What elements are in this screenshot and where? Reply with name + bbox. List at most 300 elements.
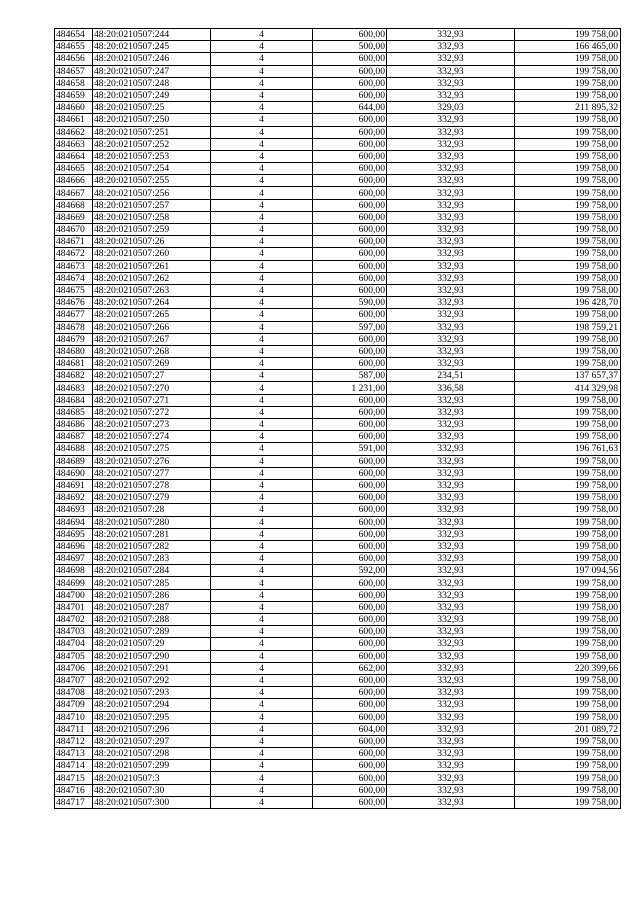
row-number-cell: 484693 bbox=[55, 504, 93, 516]
category-cell: 4 bbox=[211, 89, 313, 101]
category-cell: 4 bbox=[211, 796, 313, 808]
row-number-cell: 484713 bbox=[55, 748, 93, 760]
category-cell: 4 bbox=[211, 211, 313, 223]
cadastral-number-cell: 48:20:0210507:260 bbox=[93, 248, 211, 260]
cadastral-value-cell: 196 428,70 bbox=[515, 297, 621, 309]
cadastral-number-cell: 48:20:0210507:252 bbox=[93, 138, 211, 150]
cadastral-value-cell: 197 094,56 bbox=[515, 565, 621, 577]
table-row bbox=[55, 614, 621, 626]
cadastral-number-cell: 48:20:0210507:283 bbox=[93, 553, 211, 565]
row-number-cell: 484683 bbox=[55, 382, 93, 394]
cadastral-value-cell: 199 758,00 bbox=[515, 163, 621, 175]
cadastral-value-cell: 414 329,98 bbox=[515, 382, 621, 394]
cadastral-value-cell: 199 758,00 bbox=[515, 175, 621, 187]
unit-value-cell: 332,93 bbox=[387, 284, 515, 296]
table-row bbox=[55, 65, 621, 77]
cadastral-value-table bbox=[54, 28, 621, 809]
cadastral-number-cell: 48:20:0210507:296 bbox=[93, 723, 211, 735]
area-cell: 600,00 bbox=[313, 540, 387, 552]
area-cell: 600,00 bbox=[313, 516, 387, 528]
area-cell: 600,00 bbox=[313, 735, 387, 747]
cadastral-number-cell: 48:20:0210507:298 bbox=[93, 748, 211, 760]
area-cell: 600,00 bbox=[313, 309, 387, 321]
row-number-cell: 484672 bbox=[55, 248, 93, 260]
unit-value-cell: 332,93 bbox=[387, 248, 515, 260]
table-row bbox=[55, 419, 621, 431]
cadastral-number-cell: 48:20:0210507:269 bbox=[93, 358, 211, 370]
table-row bbox=[55, 126, 621, 138]
cadastral-number-cell: 48:20:0210507:274 bbox=[93, 431, 211, 443]
table-row bbox=[55, 467, 621, 479]
row-number-cell: 484710 bbox=[55, 711, 93, 723]
cadastral-value-cell: 199 758,00 bbox=[515, 29, 621, 41]
cadastral-value-cell: 201 089,72 bbox=[515, 723, 621, 735]
unit-value-cell: 332,93 bbox=[387, 29, 515, 41]
area-cell: 600,00 bbox=[313, 479, 387, 491]
table-row bbox=[55, 760, 621, 772]
table-row bbox=[55, 565, 621, 577]
row-number-cell: 484707 bbox=[55, 674, 93, 686]
table-row bbox=[55, 297, 621, 309]
table-row bbox=[55, 224, 621, 236]
row-number-cell: 484659 bbox=[55, 89, 93, 101]
unit-value-cell: 332,93 bbox=[387, 577, 515, 589]
cadastral-value-cell: 199 758,00 bbox=[515, 431, 621, 443]
unit-value-cell: 332,93 bbox=[387, 553, 515, 565]
cadastral-number-cell: 48:20:0210507:256 bbox=[93, 187, 211, 199]
cadastral-value-cell: 137 657,37 bbox=[515, 370, 621, 382]
cadastral-number-cell: 48:20:0210507:270 bbox=[93, 382, 211, 394]
unit-value-cell: 336,58 bbox=[387, 382, 515, 394]
category-cell: 4 bbox=[211, 784, 313, 796]
area-cell: 587,00 bbox=[313, 370, 387, 382]
cadastral-number-cell: 48:20:0210507:266 bbox=[93, 321, 211, 333]
category-cell: 4 bbox=[211, 260, 313, 272]
table-row bbox=[55, 784, 621, 796]
cadastral-value-cell: 199 758,00 bbox=[515, 284, 621, 296]
cadastral-value-cell: 199 758,00 bbox=[515, 114, 621, 126]
category-cell: 4 bbox=[211, 224, 313, 236]
table-row bbox=[55, 589, 621, 601]
unit-value-cell: 332,93 bbox=[387, 662, 515, 674]
area-cell: 600,00 bbox=[313, 601, 387, 613]
table-row bbox=[55, 772, 621, 784]
table-row bbox=[55, 138, 621, 150]
cadastral-value-cell: 199 758,00 bbox=[515, 419, 621, 431]
category-cell: 4 bbox=[211, 199, 313, 211]
area-cell: 600,00 bbox=[313, 236, 387, 248]
area-cell: 600,00 bbox=[313, 492, 387, 504]
cadastral-value-cell: 199 758,00 bbox=[515, 309, 621, 321]
area-cell: 600,00 bbox=[313, 272, 387, 284]
row-number-cell: 484656 bbox=[55, 53, 93, 65]
category-cell: 4 bbox=[211, 674, 313, 686]
cadastral-number-cell: 48:20:0210507:273 bbox=[93, 419, 211, 431]
row-number-cell: 484716 bbox=[55, 784, 93, 796]
area-cell: 597,00 bbox=[313, 321, 387, 333]
area-cell: 591,00 bbox=[313, 443, 387, 455]
row-number-cell: 484668 bbox=[55, 199, 93, 211]
area-cell: 600,00 bbox=[313, 187, 387, 199]
unit-value-cell: 332,93 bbox=[387, 479, 515, 491]
area-cell: 600,00 bbox=[313, 577, 387, 589]
row-number-cell: 484677 bbox=[55, 309, 93, 321]
area-cell: 600,00 bbox=[313, 455, 387, 467]
cadastral-value-cell: 199 758,00 bbox=[515, 358, 621, 370]
area-cell: 600,00 bbox=[313, 333, 387, 345]
category-cell: 4 bbox=[211, 431, 313, 443]
cadastral-number-cell: 48:20:0210507:250 bbox=[93, 114, 211, 126]
unit-value-cell: 332,93 bbox=[387, 784, 515, 796]
cadastral-number-cell: 48:20:0210507:29 bbox=[93, 638, 211, 650]
category-cell: 4 bbox=[211, 479, 313, 491]
category-cell: 4 bbox=[211, 65, 313, 77]
unit-value-cell: 332,93 bbox=[387, 187, 515, 199]
unit-value-cell: 332,93 bbox=[387, 211, 515, 223]
area-cell: 600,00 bbox=[313, 114, 387, 126]
area-cell: 600,00 bbox=[313, 626, 387, 638]
cadastral-value-cell: 199 758,00 bbox=[515, 406, 621, 418]
cadastral-value-cell: 199 758,00 bbox=[515, 333, 621, 345]
unit-value-cell: 332,93 bbox=[387, 589, 515, 601]
row-number-cell: 484673 bbox=[55, 260, 93, 272]
category-cell: 4 bbox=[211, 102, 313, 114]
cadastral-value-cell: 199 758,00 bbox=[515, 553, 621, 565]
cadastral-number-cell: 48:20:0210507:267 bbox=[93, 333, 211, 345]
table-row bbox=[55, 272, 621, 284]
cadastral-number-cell: 48:20:0210507:26 bbox=[93, 236, 211, 248]
table-row bbox=[55, 699, 621, 711]
row-number-cell: 484692 bbox=[55, 492, 93, 504]
row-number-cell: 484691 bbox=[55, 479, 93, 491]
row-number-cell: 484661 bbox=[55, 114, 93, 126]
cadastral-value-cell: 199 758,00 bbox=[515, 577, 621, 589]
row-number-cell: 484654 bbox=[55, 29, 93, 41]
area-cell: 600,00 bbox=[313, 211, 387, 223]
table-row bbox=[55, 662, 621, 674]
area-cell: 600,00 bbox=[313, 175, 387, 187]
table-body bbox=[55, 29, 621, 809]
category-cell: 4 bbox=[211, 516, 313, 528]
table-row bbox=[55, 284, 621, 296]
category-cell: 4 bbox=[211, 187, 313, 199]
cadastral-value-cell: 199 758,00 bbox=[515, 345, 621, 357]
category-cell: 4 bbox=[211, 394, 313, 406]
table-row bbox=[55, 236, 621, 248]
unit-value-cell: 332,93 bbox=[387, 467, 515, 479]
unit-value-cell: 332,93 bbox=[387, 638, 515, 650]
table-row bbox=[55, 199, 621, 211]
row-number-cell: 484664 bbox=[55, 150, 93, 162]
area-cell: 600,00 bbox=[313, 760, 387, 772]
cadastral-value-cell: 199 758,00 bbox=[515, 479, 621, 491]
cadastral-value-cell: 199 758,00 bbox=[515, 126, 621, 138]
category-cell: 4 bbox=[211, 772, 313, 784]
row-number-cell: 484676 bbox=[55, 297, 93, 309]
category-cell: 4 bbox=[211, 589, 313, 601]
table-row bbox=[55, 333, 621, 345]
area-cell: 600,00 bbox=[313, 77, 387, 89]
table-row bbox=[55, 504, 621, 516]
table-row bbox=[55, 163, 621, 175]
table-row bbox=[55, 394, 621, 406]
cadastral-number-cell: 48:20:0210507:271 bbox=[93, 394, 211, 406]
cadastral-value-cell: 199 758,00 bbox=[515, 516, 621, 528]
area-cell: 600,00 bbox=[313, 358, 387, 370]
cadastral-number-cell: 48:20:0210507:299 bbox=[93, 760, 211, 772]
unit-value-cell: 332,93 bbox=[387, 687, 515, 699]
row-number-cell: 484682 bbox=[55, 370, 93, 382]
cadastral-value-cell: 199 758,00 bbox=[515, 187, 621, 199]
area-cell: 600,00 bbox=[313, 431, 387, 443]
unit-value-cell: 332,93 bbox=[387, 41, 515, 53]
area-cell: 600,00 bbox=[313, 553, 387, 565]
cadastral-number-cell: 48:20:0210507:248 bbox=[93, 77, 211, 89]
unit-value-cell: 332,93 bbox=[387, 138, 515, 150]
cadastral-number-cell: 48:20:0210507:300 bbox=[93, 796, 211, 808]
category-cell: 4 bbox=[211, 382, 313, 394]
row-number-cell: 484701 bbox=[55, 601, 93, 613]
area-cell: 500,00 bbox=[313, 41, 387, 53]
area-cell: 600,00 bbox=[313, 248, 387, 260]
cadastral-number-cell: 48:20:0210507:288 bbox=[93, 614, 211, 626]
row-number-cell: 484702 bbox=[55, 614, 93, 626]
cadastral-value-cell: 199 758,00 bbox=[515, 674, 621, 686]
unit-value-cell: 332,93 bbox=[387, 89, 515, 101]
category-cell: 4 bbox=[211, 540, 313, 552]
table-row bbox=[55, 626, 621, 638]
cadastral-value-cell: 199 758,00 bbox=[515, 650, 621, 662]
cadastral-value-cell: 199 758,00 bbox=[515, 589, 621, 601]
cadastral-value-cell: 199 758,00 bbox=[515, 784, 621, 796]
cadastral-value-cell: 199 758,00 bbox=[515, 455, 621, 467]
table-row bbox=[55, 687, 621, 699]
table-row bbox=[55, 345, 621, 357]
row-number-cell: 484678 bbox=[55, 321, 93, 333]
cadastral-number-cell: 48:20:0210507:263 bbox=[93, 284, 211, 296]
table-row bbox=[55, 528, 621, 540]
table-row bbox=[55, 53, 621, 65]
row-number-cell: 484684 bbox=[55, 394, 93, 406]
table-row bbox=[55, 492, 621, 504]
table-row bbox=[55, 638, 621, 650]
unit-value-cell: 332,93 bbox=[387, 394, 515, 406]
area-cell: 1 231,00 bbox=[313, 382, 387, 394]
unit-value-cell: 332,93 bbox=[387, 748, 515, 760]
area-cell: 600,00 bbox=[313, 394, 387, 406]
table-row bbox=[55, 382, 621, 394]
cadastral-number-cell: 48:20:0210507:249 bbox=[93, 89, 211, 101]
table-row bbox=[55, 540, 621, 552]
unit-value-cell: 332,93 bbox=[387, 455, 515, 467]
category-cell: 4 bbox=[211, 345, 313, 357]
cadastral-number-cell: 48:20:0210507:258 bbox=[93, 211, 211, 223]
cadastral-number-cell: 48:20:0210507:28 bbox=[93, 504, 211, 516]
table-row bbox=[55, 211, 621, 223]
category-cell: 4 bbox=[211, 577, 313, 589]
cadastral-value-cell: 199 758,00 bbox=[515, 492, 621, 504]
category-cell: 4 bbox=[211, 492, 313, 504]
cadastral-value-cell: 198 759,21 bbox=[515, 321, 621, 333]
cadastral-number-cell: 48:20:0210507:276 bbox=[93, 455, 211, 467]
cadastral-number-cell: 48:20:0210507:281 bbox=[93, 528, 211, 540]
category-cell: 4 bbox=[211, 723, 313, 735]
unit-value-cell: 332,93 bbox=[387, 650, 515, 662]
unit-value-cell: 332,93 bbox=[387, 126, 515, 138]
area-cell: 600,00 bbox=[313, 638, 387, 650]
cadastral-number-cell: 48:20:0210507:278 bbox=[93, 479, 211, 491]
row-number-cell: 484709 bbox=[55, 699, 93, 711]
area-cell: 600,00 bbox=[313, 406, 387, 418]
unit-value-cell: 332,93 bbox=[387, 236, 515, 248]
cadastral-number-cell: 48:20:0210507:25 bbox=[93, 102, 211, 114]
cadastral-value-cell: 199 758,00 bbox=[515, 699, 621, 711]
cadastral-value-cell: 199 758,00 bbox=[515, 224, 621, 236]
category-cell: 4 bbox=[211, 370, 313, 382]
row-number-cell: 484669 bbox=[55, 211, 93, 223]
row-number-cell: 484686 bbox=[55, 419, 93, 431]
category-cell: 4 bbox=[211, 53, 313, 65]
cadastral-number-cell: 48:20:0210507:291 bbox=[93, 662, 211, 674]
unit-value-cell: 332,93 bbox=[387, 735, 515, 747]
unit-value-cell: 332,93 bbox=[387, 406, 515, 418]
unit-value-cell: 332,93 bbox=[387, 723, 515, 735]
table-row bbox=[55, 89, 621, 101]
row-number-cell: 484663 bbox=[55, 138, 93, 150]
category-cell: 4 bbox=[211, 687, 313, 699]
row-number-cell: 484698 bbox=[55, 565, 93, 577]
area-cell: 600,00 bbox=[313, 284, 387, 296]
row-number-cell: 484658 bbox=[55, 77, 93, 89]
area-cell: 600,00 bbox=[313, 687, 387, 699]
category-cell: 4 bbox=[211, 699, 313, 711]
cadastral-number-cell: 48:20:0210507:279 bbox=[93, 492, 211, 504]
cadastral-number-cell: 48:20:0210507:289 bbox=[93, 626, 211, 638]
area-cell: 590,00 bbox=[313, 297, 387, 309]
cadastral-number-cell: 48:20:0210507:292 bbox=[93, 674, 211, 686]
cadastral-value-cell: 199 758,00 bbox=[515, 236, 621, 248]
row-number-cell: 484674 bbox=[55, 272, 93, 284]
category-cell: 4 bbox=[211, 760, 313, 772]
category-cell: 4 bbox=[211, 638, 313, 650]
table-row bbox=[55, 77, 621, 89]
area-cell: 600,00 bbox=[313, 784, 387, 796]
cadastral-value-cell: 199 758,00 bbox=[515, 89, 621, 101]
table-row bbox=[55, 796, 621, 808]
table-row bbox=[55, 406, 621, 418]
table-row bbox=[55, 309, 621, 321]
unit-value-cell: 332,93 bbox=[387, 565, 515, 577]
table-row bbox=[55, 114, 621, 126]
area-cell: 600,00 bbox=[313, 53, 387, 65]
cadastral-number-cell: 48:20:0210507:259 bbox=[93, 224, 211, 236]
cadastral-number-cell: 48:20:0210507:261 bbox=[93, 260, 211, 272]
unit-value-cell: 332,93 bbox=[387, 321, 515, 333]
cadastral-value-cell: 199 758,00 bbox=[515, 601, 621, 613]
area-cell: 600,00 bbox=[313, 796, 387, 808]
area-cell: 600,00 bbox=[313, 748, 387, 760]
row-number-cell: 484671 bbox=[55, 236, 93, 248]
cadastral-number-cell: 48:20:0210507:255 bbox=[93, 175, 211, 187]
row-number-cell: 484704 bbox=[55, 638, 93, 650]
unit-value-cell: 332,93 bbox=[387, 772, 515, 784]
category-cell: 4 bbox=[211, 333, 313, 345]
row-number-cell: 484670 bbox=[55, 224, 93, 236]
category-cell: 4 bbox=[211, 163, 313, 175]
unit-value-cell: 329,03 bbox=[387, 102, 515, 114]
unit-value-cell: 332,93 bbox=[387, 150, 515, 162]
cadastral-number-cell: 48:20:0210507:285 bbox=[93, 577, 211, 589]
row-number-cell: 484666 bbox=[55, 175, 93, 187]
unit-value-cell: 332,93 bbox=[387, 333, 515, 345]
cadastral-value-cell: 199 758,00 bbox=[515, 504, 621, 516]
row-number-cell: 484712 bbox=[55, 735, 93, 747]
cadastral-number-cell: 48:20:0210507:264 bbox=[93, 297, 211, 309]
category-cell: 4 bbox=[211, 41, 313, 53]
cadastral-number-cell: 48:20:0210507:253 bbox=[93, 150, 211, 162]
table-row bbox=[55, 370, 621, 382]
unit-value-cell: 332,93 bbox=[387, 711, 515, 723]
table-row bbox=[55, 431, 621, 443]
area-cell: 600,00 bbox=[313, 772, 387, 784]
cadastral-value-cell: 199 758,00 bbox=[515, 467, 621, 479]
unit-value-cell: 332,93 bbox=[387, 224, 515, 236]
unit-value-cell: 332,93 bbox=[387, 53, 515, 65]
unit-value-cell: 332,93 bbox=[387, 309, 515, 321]
category-cell: 4 bbox=[211, 711, 313, 723]
area-cell: 600,00 bbox=[313, 614, 387, 626]
area-cell: 600,00 bbox=[313, 138, 387, 150]
category-cell: 4 bbox=[211, 601, 313, 613]
row-number-cell: 484667 bbox=[55, 187, 93, 199]
cadastral-value-cell: 199 758,00 bbox=[515, 248, 621, 260]
row-number-cell: 484717 bbox=[55, 796, 93, 808]
category-cell: 4 bbox=[211, 443, 313, 455]
cadastral-number-cell: 48:20:0210507:245 bbox=[93, 41, 211, 53]
row-number-cell: 484715 bbox=[55, 772, 93, 784]
cadastral-number-cell: 48:20:0210507:272 bbox=[93, 406, 211, 418]
cadastral-number-cell: 48:20:0210507:297 bbox=[93, 735, 211, 747]
table-row bbox=[55, 516, 621, 528]
cadastral-value-cell: 199 758,00 bbox=[515, 77, 621, 89]
row-number-cell: 484706 bbox=[55, 662, 93, 674]
category-cell: 4 bbox=[211, 126, 313, 138]
row-number-cell: 484703 bbox=[55, 626, 93, 638]
cadastral-value-cell: 166 465,00 bbox=[515, 41, 621, 53]
cadastral-number-cell: 48:20:0210507:275 bbox=[93, 443, 211, 455]
row-number-cell: 484675 bbox=[55, 284, 93, 296]
category-cell: 4 bbox=[211, 138, 313, 150]
area-cell: 600,00 bbox=[313, 528, 387, 540]
unit-value-cell: 332,93 bbox=[387, 760, 515, 772]
table-row bbox=[55, 650, 621, 662]
unit-value-cell: 332,93 bbox=[387, 260, 515, 272]
category-cell: 4 bbox=[211, 358, 313, 370]
table-row bbox=[55, 601, 621, 613]
table-row bbox=[55, 674, 621, 686]
table-row bbox=[55, 187, 621, 199]
unit-value-cell: 332,93 bbox=[387, 65, 515, 77]
cadastral-value-cell: 199 758,00 bbox=[515, 65, 621, 77]
unit-value-cell: 234,51 bbox=[387, 370, 515, 382]
cadastral-number-cell: 48:20:0210507:27 bbox=[93, 370, 211, 382]
cadastral-value-cell: 220 399,66 bbox=[515, 662, 621, 674]
category-cell: 4 bbox=[211, 309, 313, 321]
category-cell: 4 bbox=[211, 321, 313, 333]
category-cell: 4 bbox=[211, 735, 313, 747]
table-row bbox=[55, 358, 621, 370]
category-cell: 4 bbox=[211, 29, 313, 41]
